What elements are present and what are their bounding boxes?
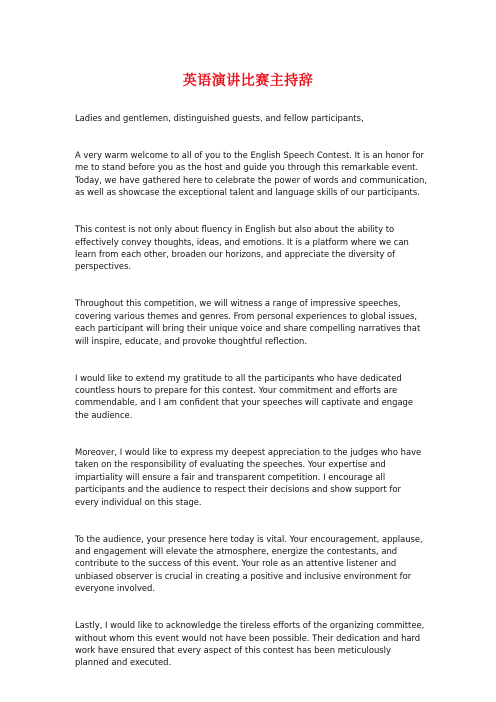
participants-gratitude-paragraph: I would like to extend my gratitude to all the participants who have dedicated countless hours to prepare for this contest. Your commitment and efforts are commendable, and I am confident that your speeches will captivate and engage the audience. (75, 372, 413, 420)
judges-paragraph: Moreover, I would like to express my deepest appreciation to the judges who have taken on the responsibility of evaluating the speeches. Your expertise and impartiality will ensure a fair and transparent competition. I encourage all participants and the audience to respect their decisions and show support for every individual on this stage. (75, 446, 422, 507)
welcome-paragraph: A very warm welcome to all of you to the English Speech Contest. It is an honor for me to stand before you as the host and guide you through this remarkable event. Today, we have gathered here to celebrate the power of words and communication, as well as showcase the exceptional talent and language skills of our participants. (75, 150, 427, 198)
salutation-paragraph: Ladies and gentlemen, distinguished guests, and fellow participants, (75, 113, 364, 123)
speeches-paragraph: Throughout this competition, we will witness a range of impressive speeches, covering various themes and genres. From personal experiences to global issues, each participant will bring their unique voice and share compelling narratives that will inspire, educate, and provoke thoughtful reflection. (75, 298, 421, 346)
document-title: 英语演讲比赛主持辞 (182, 73, 314, 89)
document-body (75, 112, 427, 693)
committee-paragraph: Lastly, I would like to acknowledge the tireless efforts of the organizing committee, without whom this event would not have been possible. Their dedication and hard work have ensured that every aspect of this contest has been meticulously planned and executed. (75, 620, 425, 668)
contest-purpose-paragraph: This contest is not only about fluency in English but also about the ability to effectively convey thoughts, ideas, and emotions. It is a platform where we can learn from each other, broaden our horizons, and appreciate the diversity of perspectives. (75, 224, 409, 272)
audience-paragraph: To the audience, your presence here today is vital. Your encouragement, applause, and engagement will elevate the atmosphere, energize the contestants, and contribute to the success of this event. Your role as an attentive listener and unbiased observer is crucial in creating a positive and inclusive environment for everyone involved. (75, 533, 423, 594)
